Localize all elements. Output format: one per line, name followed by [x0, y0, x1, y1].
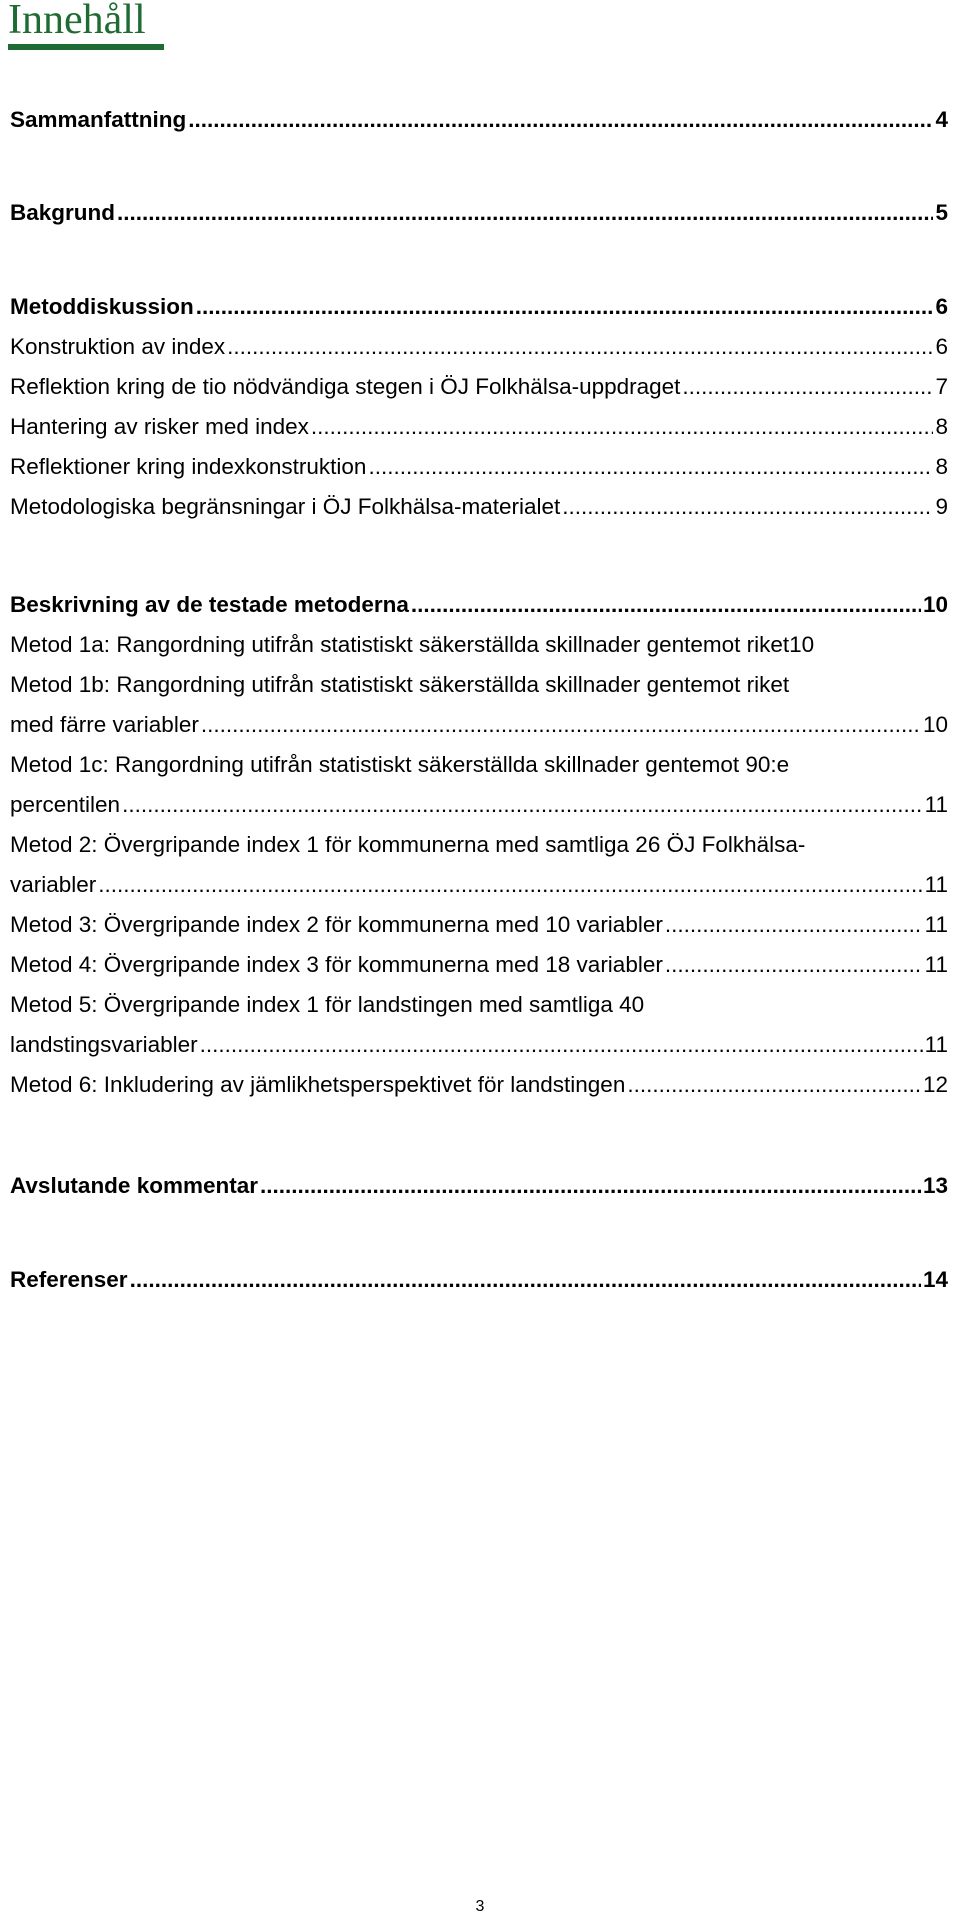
- toc-entry-title-line1: Metod 5: Övergripande index 1 för landstingen med samtliga 40: [10, 992, 645, 1017]
- toc-dot-leader: [188, 100, 933, 140]
- toc-dot-leader: [200, 1025, 923, 1065]
- toc-page-number: 6: [935, 334, 948, 359]
- toc-entry-metod-6[interactable]: [10, 1065, 948, 1105]
- toc-entry-konstruktion-av-index[interactable]: [10, 327, 948, 367]
- toc-page-number: 8: [935, 414, 948, 439]
- toc-entry-title: Bakgrund: [10, 200, 116, 225]
- toc-entry-title: Beskrivning av de testade metoderna: [10, 592, 409, 617]
- toc-entry-title: variabler: [10, 872, 97, 897]
- toc-dot-leader: [665, 945, 923, 985]
- toc-entry-metod-3[interactable]: [10, 905, 948, 945]
- toc-entry-metod-2[interactable]: [10, 825, 948, 905]
- toc-page-number: 5: [935, 200, 948, 225]
- toc-page-number: 13: [922, 1173, 948, 1198]
- toc-dot-leader: [117, 193, 933, 233]
- toc-page-number: 10: [922, 712, 948, 737]
- toc-dot-leader: [98, 865, 922, 905]
- toc-dot-leader: [682, 367, 933, 407]
- toc-entry-hantering-av-risker[interactable]: [10, 407, 948, 447]
- toc-entry-sammanfattning[interactable]: [10, 100, 948, 140]
- toc-dot-leader: [201, 705, 921, 745]
- toc-entry-title: landstingsvariabler: [10, 1032, 198, 1057]
- toc-entry-title: percentilen: [10, 792, 121, 817]
- toc-dot-leader: [627, 1065, 921, 1105]
- page-title: Innehåll: [8, 0, 146, 43]
- toc-dot-leader: [122, 785, 923, 825]
- toc-entry-reflektion-tio-steg[interactable]: [10, 367, 948, 407]
- toc-entry-title: Metodologiska begränsningar i ÖJ Folkhälsa-materialet: [10, 494, 561, 519]
- toc-entry-title: Metod 1a: Rangordning utifrån statistiskt säkerställda skillnader gentemot riket: [10, 632, 790, 657]
- toc-entry-beskrivning-metoder[interactable]: [10, 585, 948, 625]
- toc-page-number: 10: [789, 632, 815, 657]
- toc-dot-leader: [227, 327, 933, 367]
- toc-entry-bakgrund[interactable]: [10, 193, 948, 233]
- toc-page-number: 8: [935, 454, 948, 479]
- toc-page-number: 4: [935, 107, 948, 132]
- toc-entry-metod-5[interactable]: [10, 985, 948, 1065]
- toc-entry-referenser[interactable]: [10, 1260, 948, 1300]
- toc-dot-leader: [368, 447, 933, 487]
- toc-dot-leader: [665, 905, 923, 945]
- toc-entry-metod-4[interactable]: [10, 945, 948, 985]
- toc-dot-leader: [196, 287, 934, 327]
- toc-dot-leader: [130, 1260, 921, 1300]
- toc-dot-leader: [311, 407, 934, 447]
- toc-page-number: 7: [935, 374, 948, 399]
- toc-page-number: 11: [924, 792, 948, 817]
- toc-entry-reflektioner-indexkonstruktion[interactable]: [10, 447, 948, 487]
- toc-entry-metod-1c[interactable]: [10, 745, 948, 825]
- toc-entry-title: Sammanfattning: [10, 107, 187, 132]
- toc-entry-title: Metod 4: Övergripande index 3 för kommunerna med 18 variabler: [10, 952, 663, 977]
- toc-page-number: 11: [924, 952, 948, 977]
- toc-page-number: 10: [922, 592, 948, 617]
- toc-page-number: 14: [922, 1267, 948, 1292]
- toc-entry-title: Hantering av risker med index: [10, 414, 309, 439]
- toc-dot-leader: [260, 1166, 921, 1206]
- toc-page-number: 11: [924, 872, 948, 897]
- toc-entry-title: Metoddiskussion: [10, 294, 194, 319]
- toc-entry-title: med färre variabler: [10, 712, 199, 737]
- toc-entry-title: Metod 3: Övergripande index 2 för kommunerna med 10 variabler: [10, 912, 663, 937]
- toc-page-number: 9: [935, 494, 948, 519]
- toc-entry-metod-1a[interactable]: [10, 625, 948, 665]
- toc-entry-metod-1b[interactable]: [10, 665, 948, 745]
- toc-dot-leader: [411, 585, 921, 625]
- toc-page-number: 11: [924, 912, 948, 937]
- toc-entry-title-line1: Metod 1c: Rangordning utifrån statistiskt säkerställda skillnader gentemot 90:e: [10, 752, 790, 777]
- toc-entry-title-line1: Metod 2: Övergripande index 1 för kommunerna med samtliga 26 ÖJ Folkhälsa-: [10, 832, 806, 857]
- toc-entry-title: Konstruktion av index: [10, 334, 226, 359]
- page-number: 3: [475, 1898, 485, 1915]
- toc-entry-title: Reflektioner kring indexkonstruktion: [10, 454, 367, 479]
- toc-entry-metoddiskussion[interactable]: [10, 287, 948, 327]
- toc-entry-title: Avslutande kommentar: [10, 1173, 258, 1198]
- toc-entry-avslutande-kommentar[interactable]: [10, 1166, 948, 1206]
- toc-entry-metodologiska-begransningar[interactable]: [10, 487, 948, 527]
- toc-entry-title: Metod 6: Inkludering av jämlikhetsperspektivet för landstingen: [10, 1072, 626, 1097]
- toc-dot-leader: [562, 487, 933, 527]
- toc-page-number: 6: [935, 294, 948, 319]
- title-underline: [8, 44, 164, 50]
- toc-entry-title: Reflektion kring de tio nödvändiga stegen i ÖJ Folkhälsa-uppdraget: [10, 374, 681, 399]
- toc-entry-title-line1: Metod 1b: Rangordning utifrån statistiskt säkerställda skillnader gentemot riket: [10, 672, 790, 697]
- toc-page-number: 11: [924, 1032, 948, 1057]
- toc-entry-title: Referenser: [10, 1267, 128, 1292]
- toc-page-number: 12: [922, 1072, 948, 1097]
